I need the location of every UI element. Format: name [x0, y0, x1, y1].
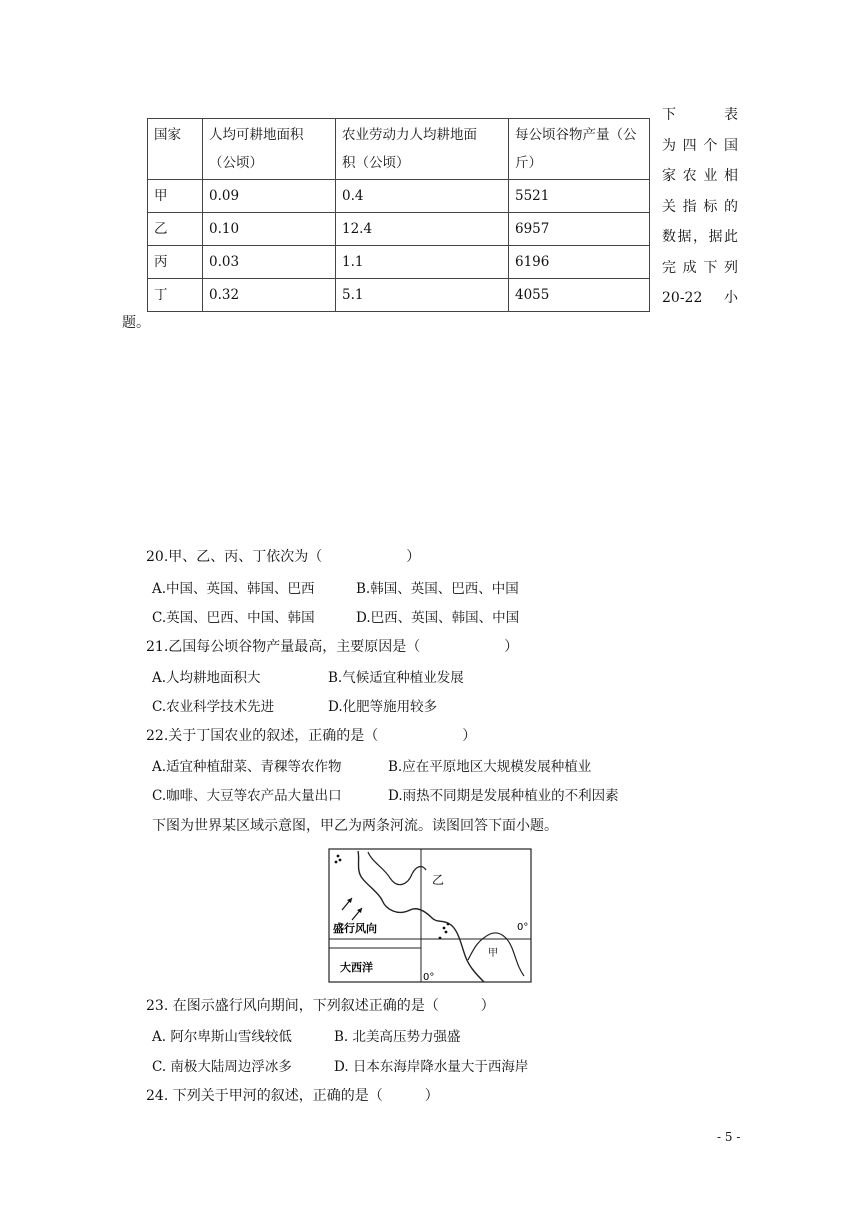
table-header-cell: 每公顷谷物产量（公 斤） — [509, 119, 650, 180]
table-header-row — [148, 119, 650, 180]
table-row — [148, 180, 650, 213]
question-20-stem: 20.甲、乙、丙、丁依次为（ ） — [146, 549, 421, 565]
question-21-stem: 21.乙国每公顷谷物产量最高，主要原因是（ ） — [146, 639, 519, 655]
intro-line: 完成下列 — [662, 259, 738, 276]
island-dot — [445, 931, 448, 934]
question-22-option-c: C.咖啡、大豆等农产品大量出口 — [152, 788, 342, 804]
river-yi-label: 乙 — [432, 873, 445, 887]
question-23-option-b: B. 北美高压势力强盛 — [334, 1029, 461, 1045]
intro-line: 数据，据此 — [662, 229, 738, 245]
ocean-label: 大西洋 — [340, 961, 373, 974]
question-22-option-d: D.雨热不同期是发展种植业的不利因素 — [388, 788, 619, 804]
table-cell: 0.32 — [203, 279, 336, 312]
question-21-option-c: C.农业科学技术先进 — [152, 699, 275, 715]
table-cell: 4055 — [509, 279, 650, 312]
question-24-stem: 24. 下列关于甲河的叙述，正确的是（ ） — [146, 1088, 439, 1104]
question-20-option-a: A.中国、英国、韩国、巴西 — [152, 581, 315, 597]
table-cell: 0.4 — [336, 180, 509, 213]
table-header-cell: 农业劳动力人均耕地面 积（公顷） — [336, 119, 509, 180]
table-cell: 6957 — [509, 213, 650, 246]
island-dot — [339, 859, 342, 862]
question-21-option-b: B.气候适宜种植业发展 — [328, 670, 464, 686]
intro-line: 为四个国 — [662, 137, 738, 154]
question-20-option-b: B.韩国、英国、巴西、中国 — [356, 581, 519, 597]
table-row — [148, 213, 650, 246]
table-cell: 6196 — [509, 246, 650, 279]
intro-line: 20-22 小 — [662, 290, 738, 306]
table-cell: 12.4 — [336, 213, 509, 246]
table-cell: 5521 — [509, 180, 650, 213]
island-dot — [443, 927, 446, 930]
table-cell: 5.1 — [336, 279, 509, 312]
intro-line: 家农业相 — [662, 168, 738, 184]
question-22-option-b: B.应在平原地区大规模发展种植业 — [388, 759, 592, 775]
question-21-option-d: D.化肥等施用较多 — [328, 699, 438, 715]
question-23-option-c: C. 南极大陆周边浮冰多 — [152, 1059, 292, 1075]
table-row — [148, 279, 650, 312]
table-cell: 0.10 — [203, 213, 336, 246]
table-cell: 丙 — [148, 246, 203, 279]
intro-line: 关指标的 — [662, 198, 738, 215]
island-dot — [335, 861, 338, 864]
table-cell: 甲 — [148, 180, 203, 213]
question-23-option-a: A. 阿尔卑斯山雪线较低 — [152, 1029, 292, 1045]
river-jia-label: 甲 — [488, 948, 498, 959]
data-table — [147, 118, 650, 312]
question-23-stem: 23. 在图示盛行风向期间，下列叙述正确的是（ ） — [146, 998, 495, 1014]
island-dot — [337, 855, 340, 858]
intro-tail: 题。 — [122, 315, 150, 331]
table-cell: 丁 — [148, 279, 203, 312]
longitude-zero-label: 0° — [423, 972, 435, 983]
table-row — [148, 246, 650, 279]
island-dot — [447, 923, 450, 926]
intro-line: 下 表 — [662, 107, 738, 123]
latitude-zero-label: 0° — [517, 922, 529, 933]
wind-label: 盛行风向 — [333, 922, 377, 935]
table-cell: 0.09 — [203, 180, 336, 213]
table-cell: 乙 — [148, 213, 203, 246]
question-20-option-d: D.巴西、英国、韩国、中国 — [356, 610, 520, 626]
question-23-option-d: D. 日本东海岸降水量大于西海岸 — [334, 1059, 529, 1075]
question-20-option-c: C.英国、巴西、中国、韩国 — [152, 610, 315, 626]
table-cell: 1.1 — [336, 246, 509, 279]
intro-side-text — [662, 100, 738, 314]
page-number: - 5 - — [717, 1130, 741, 1144]
table-header-cell: 国家 — [148, 119, 203, 180]
region-map-figure — [328, 848, 532, 984]
table-cell: 0.03 — [203, 246, 336, 279]
question-21-option-a: A.人均耕地面积大 — [152, 670, 261, 686]
island-dot — [439, 937, 442, 940]
table-header-cell: 人均可耕地面积 （公顷） — [203, 119, 336, 180]
map-intro: 下图为世界某区域示意图，甲乙为两条河流。读图回答下面小题。 — [152, 818, 558, 834]
question-22-option-a: A.适宜种植甜菜、青稞等农作物 — [152, 759, 342, 775]
question-22-stem: 22.关于丁国农业的叙述，正确的是（ ） — [146, 728, 477, 744]
